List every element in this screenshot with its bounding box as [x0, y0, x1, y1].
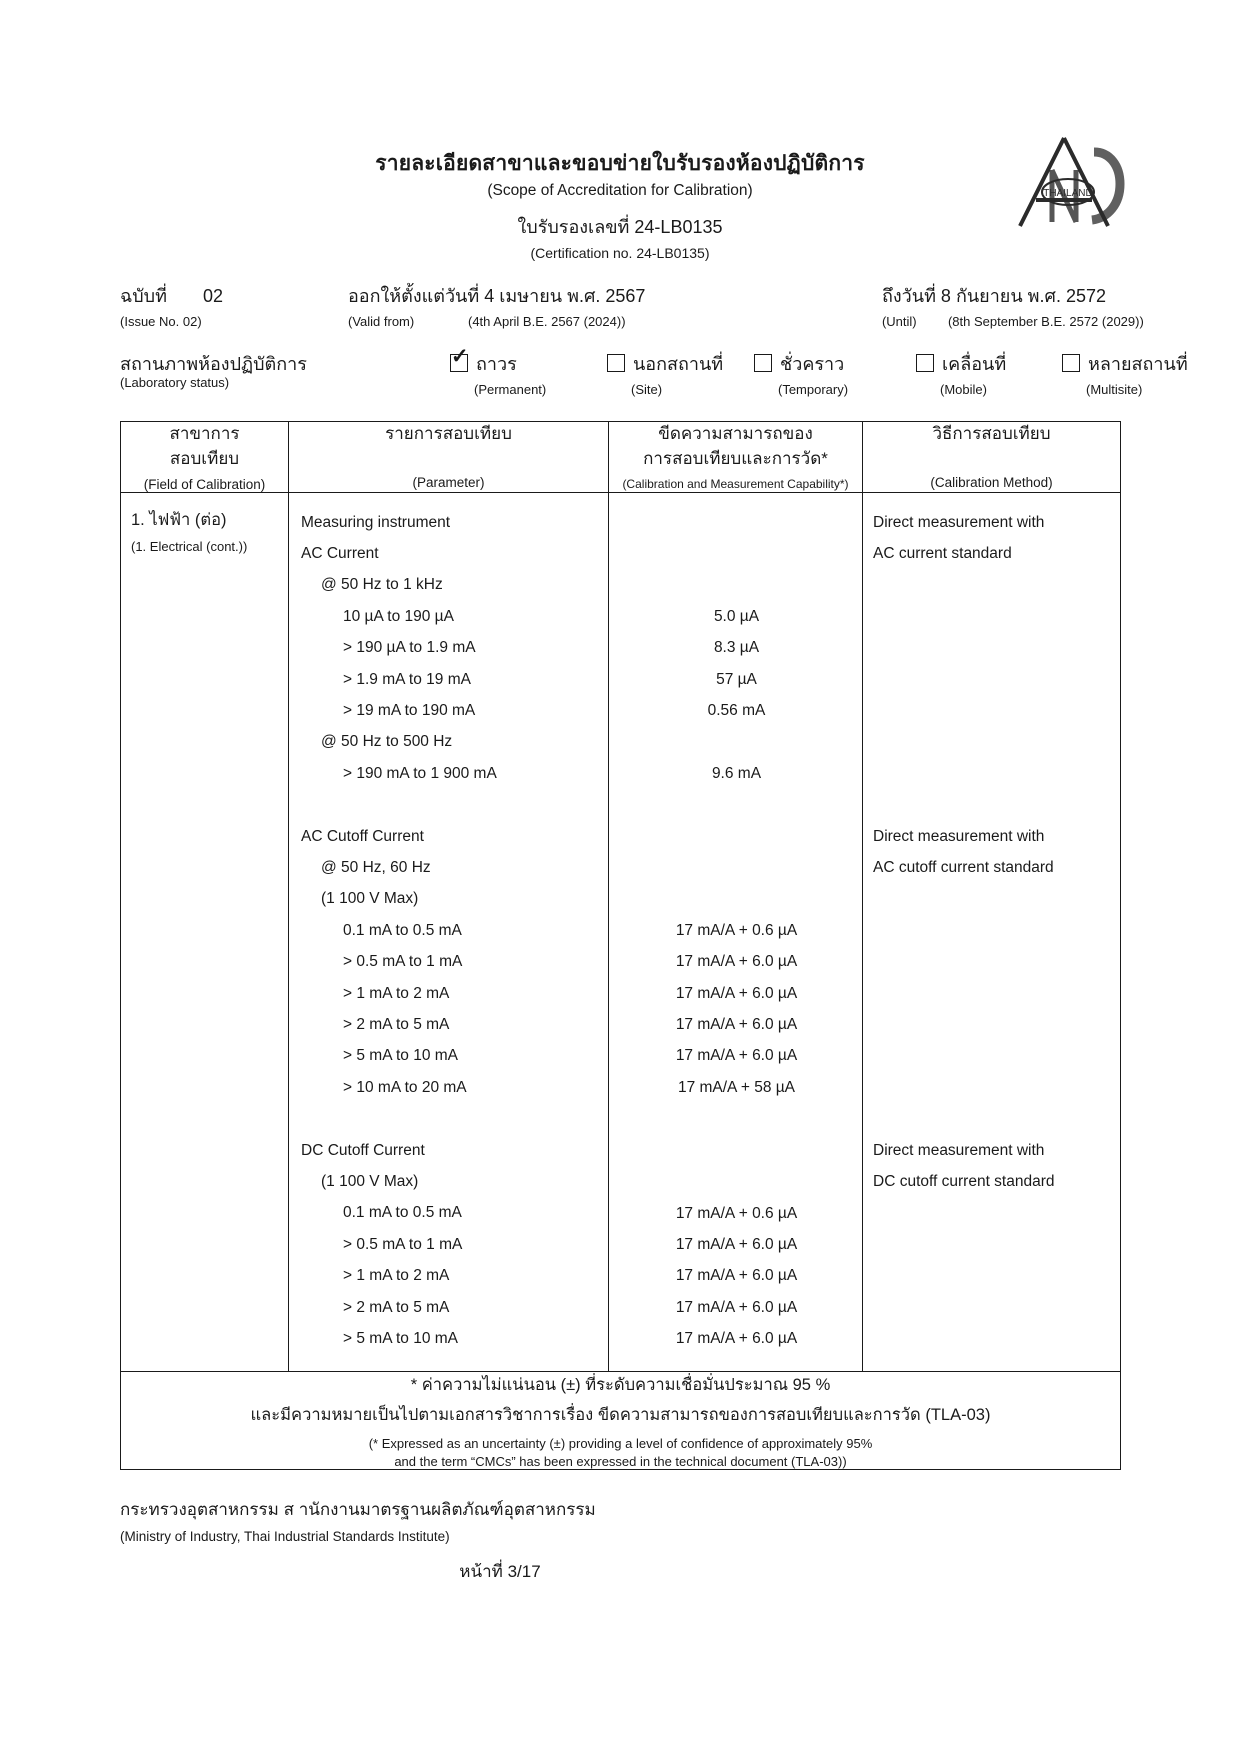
- footnote-th-2: และมีความหมายเป็นไปตามเอกสารวิชาการเรื่อง ขีดความสามารถของการสอบเทียบและการวัด (TLA-03): [250, 1405, 991, 1424]
- until-date-en: (8th September B.E. 2572 (2029)): [947, 314, 1144, 330]
- cmc-spacer: [619, 726, 854, 757]
- footnote-cell: [121, 1371, 1121, 1469]
- status-option-temporary[interactable]: [754, 349, 848, 397]
- issue-info-block: [120, 281, 1144, 345]
- page-number: หน้าที่ 3/17: [459, 1561, 541, 1581]
- method-spacer: [873, 1103, 1112, 1134]
- parameter-row: > 10 mA to 20 mA: [343, 1078, 467, 1096]
- parameter-row: > 5 mA to 10 mA: [343, 1047, 459, 1065]
- method-spacer: [873, 1292, 1112, 1323]
- cmc-spacer: [619, 507, 854, 538]
- method-spacer: [873, 978, 1112, 1009]
- parameter-row: @ 50 Hz to 500 Hz: [321, 733, 453, 751]
- status-option-temporary-label-th: ชั่วคราว: [780, 354, 845, 375]
- cmc-spacer: [619, 1103, 854, 1134]
- table-body-row: [121, 492, 1121, 1371]
- parameter-spacer: [299, 789, 600, 820]
- parameter-row: > 1 mA to 2 mA: [343, 984, 450, 1002]
- method-spacer: [873, 569, 1112, 600]
- status-option-multisite[interactable]: [1062, 349, 1188, 397]
- method-cell: [863, 492, 1121, 1371]
- method-spacer: [873, 1198, 1112, 1229]
- laboratory-status-block: [120, 349, 1188, 405]
- parameter-row: > 0.5 mA to 1 mA: [343, 1235, 463, 1253]
- cmc-spacer: [619, 569, 854, 600]
- status-option-multisite-label-th: หลายสถานที่: [1088, 354, 1188, 375]
- until-column: [881, 281, 1144, 330]
- parameter-row: > 0.5 mA to 1 mA: [343, 953, 463, 971]
- column-header-field: [121, 422, 289, 492]
- status-option-mobile[interactable]: [916, 349, 1006, 397]
- cmc-value: 17 mA/A + 0.6 µA: [675, 1204, 798, 1222]
- column-header-cmc: [609, 422, 863, 492]
- column-header-cmc-en: (Calibration and Measurement Capability*): [622, 476, 849, 491]
- parameter-row: > 1.9 mA to 19 mA: [343, 670, 471, 688]
- footnote-row: [121, 1371, 1121, 1469]
- method-spacer: [873, 726, 1112, 757]
- checkbox-multisite[interactable]: [1062, 354, 1080, 372]
- until-en: (Until): [881, 314, 917, 330]
- parameter-row: AC Current: [301, 544, 379, 562]
- parameter-cell: [289, 492, 609, 1371]
- method-spacer: [873, 1229, 1112, 1260]
- method-spacer: [873, 789, 1112, 820]
- parameter-row: > 190 µA to 1.9 mA: [343, 639, 476, 657]
- footnote-en-1: (* Expressed as an uncertainty (±) providing a level of confidence of approximately 95%: [368, 1435, 873, 1451]
- column-header-field-en: (Field of Calibration): [143, 476, 266, 492]
- cmc-spacer: [619, 1135, 854, 1166]
- column-header-method-en: (Calibration Method): [930, 474, 1053, 490]
- method-spacer: [873, 883, 1112, 914]
- method-spacer: [873, 915, 1112, 946]
- accreditation-logo-icon: [1006, 130, 1126, 240]
- parameter-row: > 190 mA to 1 900 mA: [343, 764, 497, 782]
- cmc-value: 9.6 mA: [711, 764, 762, 782]
- method-line: Direct measurement with: [873, 827, 1045, 845]
- valid-from-th: ออกให้ตั้งแต่วันที่ 4 เมษายน พ.ศ. 2567: [348, 286, 646, 307]
- document-header: [120, 150, 1120, 261]
- scope-table: [120, 421, 1121, 1469]
- column-header-parameter-en: (Parameter): [412, 474, 485, 490]
- method-spacer: [873, 1009, 1112, 1040]
- laboratory-status-label-en: (Laboratory status): [120, 375, 230, 391]
- issue-line-th: [120, 281, 223, 310]
- cmc-value: 17 mA/A + 6.0 µA: [675, 1235, 798, 1253]
- status-option-mobile-label-en: (Mobile): [940, 382, 987, 398]
- parameter-row: > 1 mA to 2 mA: [343, 1267, 450, 1285]
- ministry-en: (Ministry of Industry, Thai Industrial Standards Institute): [120, 1528, 450, 1544]
- cmc-value: 5.0 µA: [713, 607, 760, 625]
- parameter-row: > 2 mA to 5 mA: [343, 1016, 450, 1034]
- status-option-permanent-label-th: ถาวร: [476, 354, 517, 375]
- status-option-site-label-th: นอกสถานที่: [633, 354, 724, 375]
- field-of-calibration-th: 1. ไฟฟ้า (ต่อ): [131, 510, 227, 529]
- method-spacer: [873, 1323, 1112, 1354]
- status-option-site-label-en: (Site): [631, 382, 663, 398]
- method-spacer: [873, 695, 1112, 726]
- parameter-spacer: [299, 1103, 600, 1134]
- column-header-method: [863, 422, 1121, 492]
- cmc-value: 57 µA: [716, 670, 757, 688]
- parameter-row: (1 100 V Max): [321, 890, 419, 908]
- cmc-value: 17 mA/A + 6.0 µA: [675, 1330, 798, 1348]
- table-header-row: [121, 422, 1121, 492]
- parameter-row: Measuring instrument: [301, 513, 451, 531]
- status-option-mobile-label-th: เคลื่อนที่: [942, 354, 1007, 375]
- method-spacer: [873, 946, 1112, 977]
- checkbox-temporary[interactable]: [754, 354, 772, 372]
- issue-number: 02: [203, 286, 224, 307]
- svg-text:THAILAND: THAILAND: [1043, 188, 1093, 199]
- status-option-multisite-label-en: (Multisite): [1086, 382, 1143, 398]
- cmc-spacer: [619, 852, 854, 883]
- method-list: [863, 493, 1120, 1371]
- ministry-th: กระทรวงอุตสาหกรรม ส านักงานมาตรฐานผลิตภัณฑ์อุตสาหกรรม: [120, 1499, 596, 1519]
- method-spacer: [873, 601, 1112, 632]
- footnote-en-2: and the term “CMCs” has been expressed in the technical document (TLA-03)): [394, 1453, 847, 1469]
- column-header-field-th-2: สอบเทียบ: [169, 448, 240, 468]
- column-header-method-th: วิธีการสอบเทียบ: [932, 424, 1051, 444]
- method-spacer: [873, 632, 1112, 663]
- status-option-permanent[interactable]: [450, 349, 546, 397]
- cmc-spacer: [619, 1166, 854, 1197]
- cmc-list: [609, 493, 862, 1371]
- cmc-value: 0.56 mA: [707, 702, 766, 720]
- parameter-row: > 19 mA to 190 mA: [343, 702, 476, 720]
- column-header-cmc-th-2: การสอบเทียบและการวัด*: [643, 448, 828, 468]
- column-header-parameter: [289, 422, 609, 492]
- cmc-value: 17 mA/A + 58 µA: [677, 1078, 796, 1096]
- valid-from-column: [348, 281, 646, 330]
- checkbox-mobile[interactable]: [916, 354, 934, 372]
- parameter-row: (1 100 V Max): [321, 1173, 419, 1191]
- parameter-row: AC Cutoff Current: [301, 827, 424, 845]
- parameter-list: [289, 493, 608, 1371]
- column-header-cmc-th-1: ขีดความสามารถของ: [658, 424, 813, 444]
- issue-label-th: ฉบับที่: [120, 286, 167, 307]
- parameter-row: 0.1 mA to 0.5 mA: [343, 921, 462, 939]
- parameter-row: 0.1 mA to 0.5 mA: [343, 1204, 462, 1222]
- checkbox-permanent[interactable]: [450, 354, 468, 372]
- method-line: Direct measurement with: [873, 513, 1045, 531]
- column-header-field-th-1: สาขาการ: [169, 424, 240, 444]
- until-th: ถึงวันที่ 8 กันยายน พ.ศ. 2572: [881, 286, 1106, 307]
- cmc-spacer: [619, 538, 854, 569]
- certificate-number-en: (Certification no. 24-LB0135): [530, 245, 710, 262]
- checkbox-site[interactable]: [607, 354, 625, 372]
- page-title-th: รายละเอียดสาขาและขอบข่ายใบรับรองห้องปฏิบัติการ: [375, 152, 865, 175]
- page-title-en: (Scope of Accreditation for Calibration): [487, 182, 753, 200]
- cmc-value: 17 mA/A + 6.0 µA: [675, 1047, 798, 1065]
- field-of-calibration-en: (1. Electrical (cont.)): [131, 538, 248, 554]
- valid-from-en: (Valid from): [348, 314, 415, 330]
- cmc-value: 17 mA/A + 6.0 µA: [675, 953, 798, 971]
- laboratory-status-label-th: สถานภาพห้องปฏิบัติการ: [120, 354, 307, 375]
- footnote-th-1: * ค่าความไม่แน่นอน (±) ที่ระดับความเชื่อมั่นประมาณ 95 %: [410, 1375, 831, 1394]
- status-option-temporary-label-en: (Temporary): [778, 382, 849, 398]
- column-header-parameter-th: รายการสอบเทียบ: [385, 424, 512, 444]
- method-spacer: [873, 758, 1112, 789]
- cmc-spacer: [619, 883, 854, 914]
- cmc-spacer: [619, 821, 854, 852]
- certificate-number-th: ใบรับรองเลขที่ 24-LB0135: [517, 217, 723, 238]
- method-spacer: [873, 1260, 1112, 1291]
- parameter-row: @ 50 Hz to 1 kHz: [321, 576, 443, 594]
- field-of-calibration-cell: [121, 492, 289, 1371]
- parameter-row: 10 µA to 190 µA: [343, 607, 454, 625]
- status-option-permanent-label-en: (Permanent): [474, 382, 547, 398]
- method-line: DC cutoff current standard: [873, 1173, 1055, 1191]
- method-spacer: [873, 1040, 1112, 1071]
- cmc-spacer: [619, 789, 854, 820]
- method-line: Direct measurement with: [873, 1141, 1045, 1159]
- cmc-value: 17 mA/A + 6.0 µA: [675, 1298, 798, 1316]
- method-line: AC current standard: [873, 544, 1012, 562]
- cmc-value: 8.3 µA: [713, 639, 760, 657]
- cmc-value: 17 mA/A + 0.6 µA: [675, 921, 798, 939]
- issue-column: [120, 281, 223, 329]
- parameter-row: @ 50 Hz, 60 Hz: [321, 859, 431, 877]
- parameter-row: > 2 mA to 5 mA: [343, 1298, 450, 1316]
- status-option-site[interactable]: [607, 349, 723, 397]
- issue-line-en: (Issue No. 02): [120, 314, 202, 330]
- cmc-value: 17 mA/A + 6.0 µA: [675, 984, 798, 1002]
- method-line: AC cutoff current standard: [873, 859, 1054, 877]
- cmc-value: 17 mA/A + 6.0 µA: [675, 1016, 798, 1034]
- document-footer: [120, 1496, 1120, 1585]
- parameter-row: DC Cutoff Current: [301, 1141, 425, 1159]
- cmc-cell: [609, 492, 863, 1371]
- valid-from-date-en: (4th April B.E. 2567 (2024)): [468, 314, 626, 330]
- method-spacer: [873, 1072, 1112, 1103]
- parameter-row: > 5 mA to 10 mA: [343, 1330, 459, 1348]
- method-spacer: [873, 664, 1112, 695]
- cmc-value: 17 mA/A + 6.0 µA: [675, 1267, 798, 1285]
